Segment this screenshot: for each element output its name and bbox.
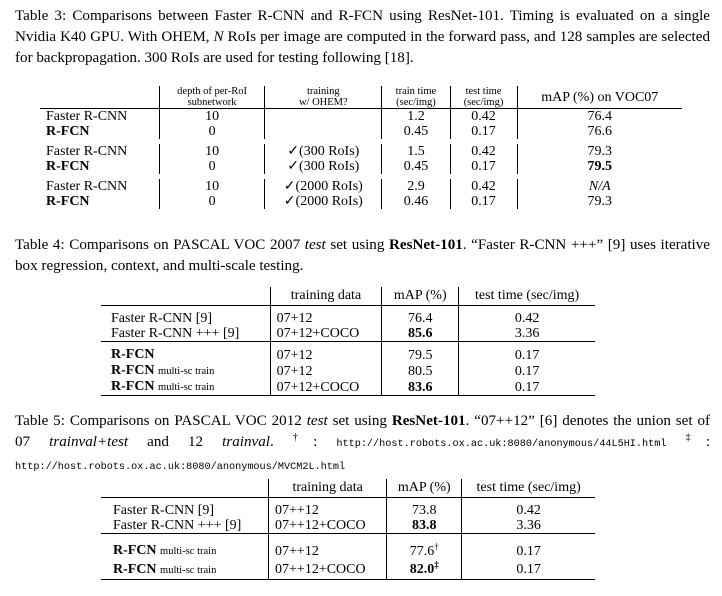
table-cell: 0.17	[459, 347, 595, 363]
caption-colon: :	[705, 434, 711, 450]
table-cell: 07+12	[270, 311, 382, 326]
table4-caption	[15, 235, 710, 277]
table-cell: 0	[159, 194, 264, 209]
t3-header-test: test time (sec/img)	[450, 86, 517, 109]
table-cell: 0.42	[450, 179, 517, 194]
table5	[101, 479, 595, 585]
table-cell: 0.17	[459, 379, 595, 396]
table-cell: 0.42	[459, 311, 595, 326]
table5-caption-text: .	[269, 434, 274, 450]
table-cell: ✓(300 RoIs)	[265, 159, 382, 174]
table-cell: 0	[159, 159, 264, 174]
table4-caption-label: Table 4:	[15, 237, 65, 253]
table-cell: R-FCN multi-sc train	[111, 379, 215, 394]
table-cell: 07+12	[270, 363, 382, 379]
table-cell: 0.42	[450, 144, 517, 159]
table-cell: Faster R-CNN [9]	[113, 503, 215, 518]
table-cell: 07++12	[269, 503, 387, 518]
table-cell: 07++12	[269, 542, 387, 561]
table-cell: Faster R-CNN	[46, 179, 128, 194]
table-cell: 79.5	[517, 159, 682, 174]
table-cell: 0.17	[462, 542, 595, 561]
table-cell: 0.42	[462, 503, 595, 518]
table4-caption-text: Comparisons on PASCAL VOC 2007	[69, 237, 301, 253]
table-cell: 2.9	[382, 179, 450, 194]
table-cell: 10	[159, 179, 264, 194]
table3-caption-text: Comparisons between Faster R-CNN and R-FCN using ResNet-101. Timing is evaluated on a single Nvidia K40 GPU. With OHEM,	[15, 8, 711, 45]
table-cell	[265, 109, 382, 125]
table5-caption-resnet: ResNet-101	[391, 413, 466, 429]
table-cell: 76.4	[382, 311, 459, 326]
table-cell: 83.8	[387, 518, 462, 534]
table-cell: 0.17	[459, 363, 595, 379]
table-cell: 79.5	[382, 347, 459, 363]
t5-header-data: training data	[269, 479, 387, 498]
table5-caption-text: set using	[332, 413, 387, 429]
t4-header-data: training data	[270, 287, 382, 306]
table5-caption	[15, 411, 710, 478]
table-cell: 0.17	[450, 124, 517, 139]
table-cell: Faster R-CNN [9]	[111, 311, 213, 326]
t4-header-time: test time (sec/img)	[459, 287, 595, 306]
t5-header-map: mAP (%)	[387, 479, 462, 498]
table-cell: 79.3	[517, 144, 682, 159]
table-cell: 07++12+COCO	[269, 518, 387, 534]
table3-caption-n: N	[213, 29, 224, 45]
table-cell: 73.8	[387, 503, 462, 518]
table-cell: R-FCN	[46, 124, 90, 139]
table5-caption-trainval-test: trainval+test	[49, 434, 129, 450]
t3-header-ohem: training w/ OHEM?	[265, 86, 382, 109]
double-dagger-mark: ‡	[685, 431, 706, 443]
table4-caption-text: set using	[330, 237, 385, 253]
caption-colon: :	[313, 434, 318, 450]
table4-caption-test: test	[304, 237, 326, 253]
table-cell: 0.45	[382, 159, 450, 174]
table-cell: 83.6	[382, 379, 459, 396]
table-cell: 0	[159, 124, 264, 139]
t3-header-map: mAP (%) on VOC07	[517, 86, 682, 109]
table3-caption-label: Table 3:	[15, 8, 67, 24]
table-cell: N/A	[517, 179, 682, 194]
dagger-mark: †	[292, 431, 314, 443]
table-cell: 07++12+COCO	[269, 561, 387, 580]
table3	[40, 86, 682, 209]
table-cell: 10	[159, 109, 264, 125]
table-cell: 80.5	[382, 363, 459, 379]
table-cell: 1.5	[382, 144, 450, 159]
table-cell: 07+12	[270, 347, 382, 363]
table-cell: 0.42	[450, 109, 517, 125]
table-cell: R-FCN	[46, 194, 90, 209]
table-cell: 82.0‡	[387, 561, 462, 580]
table-cell	[265, 124, 382, 139]
table-cell: R-FCN	[111, 347, 155, 362]
table-cell: 3.36	[459, 326, 595, 342]
table-cell: 76.4	[517, 109, 682, 125]
table5-caption-text: Comparisons on PASCAL VOC 2012	[69, 413, 302, 429]
result-link-1[interactable]: http://host.robots.ox.ac.uk:8080/anonymous/44L5HI.html	[336, 439, 667, 450]
table-cell: 0.17	[462, 561, 595, 580]
result-link-2[interactable]: http://host.robots.ox.ac.uk:8080/anonymous/MVCM2L.html	[15, 462, 346, 473]
table-cell: R-FCN multi-sc train	[111, 363, 215, 378]
table-cell: 0.46	[382, 194, 450, 209]
table4	[101, 287, 595, 401]
t5-header-time: test time (sec/img)	[462, 479, 595, 498]
table-cell: R-FCN multi-sc train	[113, 561, 217, 577]
table-cell: R-FCN multi-sc train	[113, 543, 217, 558]
table-cell: 07+12+COCO	[270, 379, 382, 396]
table-cell: 79.3	[517, 194, 682, 209]
table-cell: 76.6	[517, 124, 682, 139]
t3-header-train: train time (sec/img)	[382, 86, 450, 109]
table-cell: ✓(2000 RoIs)	[265, 194, 382, 209]
table-cell: 0.17	[450, 194, 517, 209]
table-cell: R-FCN	[46, 159, 90, 174]
table-cell: 07+12+COCO	[270, 326, 382, 342]
table-cell: 0.45	[382, 124, 450, 139]
table-cell: 85.6	[382, 326, 459, 342]
table5-caption-text: and 12	[147, 434, 204, 450]
table-cell: 77.6†	[387, 542, 462, 561]
table-cell: ✓(300 RoIs)	[265, 144, 382, 159]
table4-caption-text: . “Faster R-CNN +++” [9] uses iterative box regression, context, and multi-scale testing.	[15, 237, 710, 274]
table5-caption-trainval: trainval	[222, 434, 270, 450]
t4-header-map: mAP (%)	[382, 287, 459, 306]
table-cell: Faster R-CNN +++ [9]	[113, 518, 242, 533]
table5-caption-text: . “07++12” [6] denotes the union set of 07	[15, 413, 711, 450]
table-cell: 10	[159, 144, 264, 159]
table-cell: 0.17	[450, 159, 517, 174]
table-cell: Faster R-CNN	[40, 109, 159, 125]
table-cell: ✓(2000 RoIs)	[265, 179, 382, 194]
t3-header-depth: depth of per-RoI subnetwork	[159, 86, 264, 109]
table5-caption-test: test	[306, 413, 328, 429]
table3-caption	[15, 6, 710, 69]
table5-caption-label: Table 5:	[15, 413, 65, 429]
table-cell: Faster R-CNN	[46, 144, 128, 159]
table-cell: Faster R-CNN +++ [9]	[111, 326, 240, 341]
table4-caption-resnet: ResNet-101	[389, 237, 463, 253]
table-cell: 1.2	[382, 109, 450, 125]
table-cell: 3.36	[462, 518, 595, 534]
table3-caption-text2: RoIs per image are computed in the forward pass, and 128 samples are selected for backpropagation. 300 RoIs are used for testing following [18].	[15, 29, 710, 66]
